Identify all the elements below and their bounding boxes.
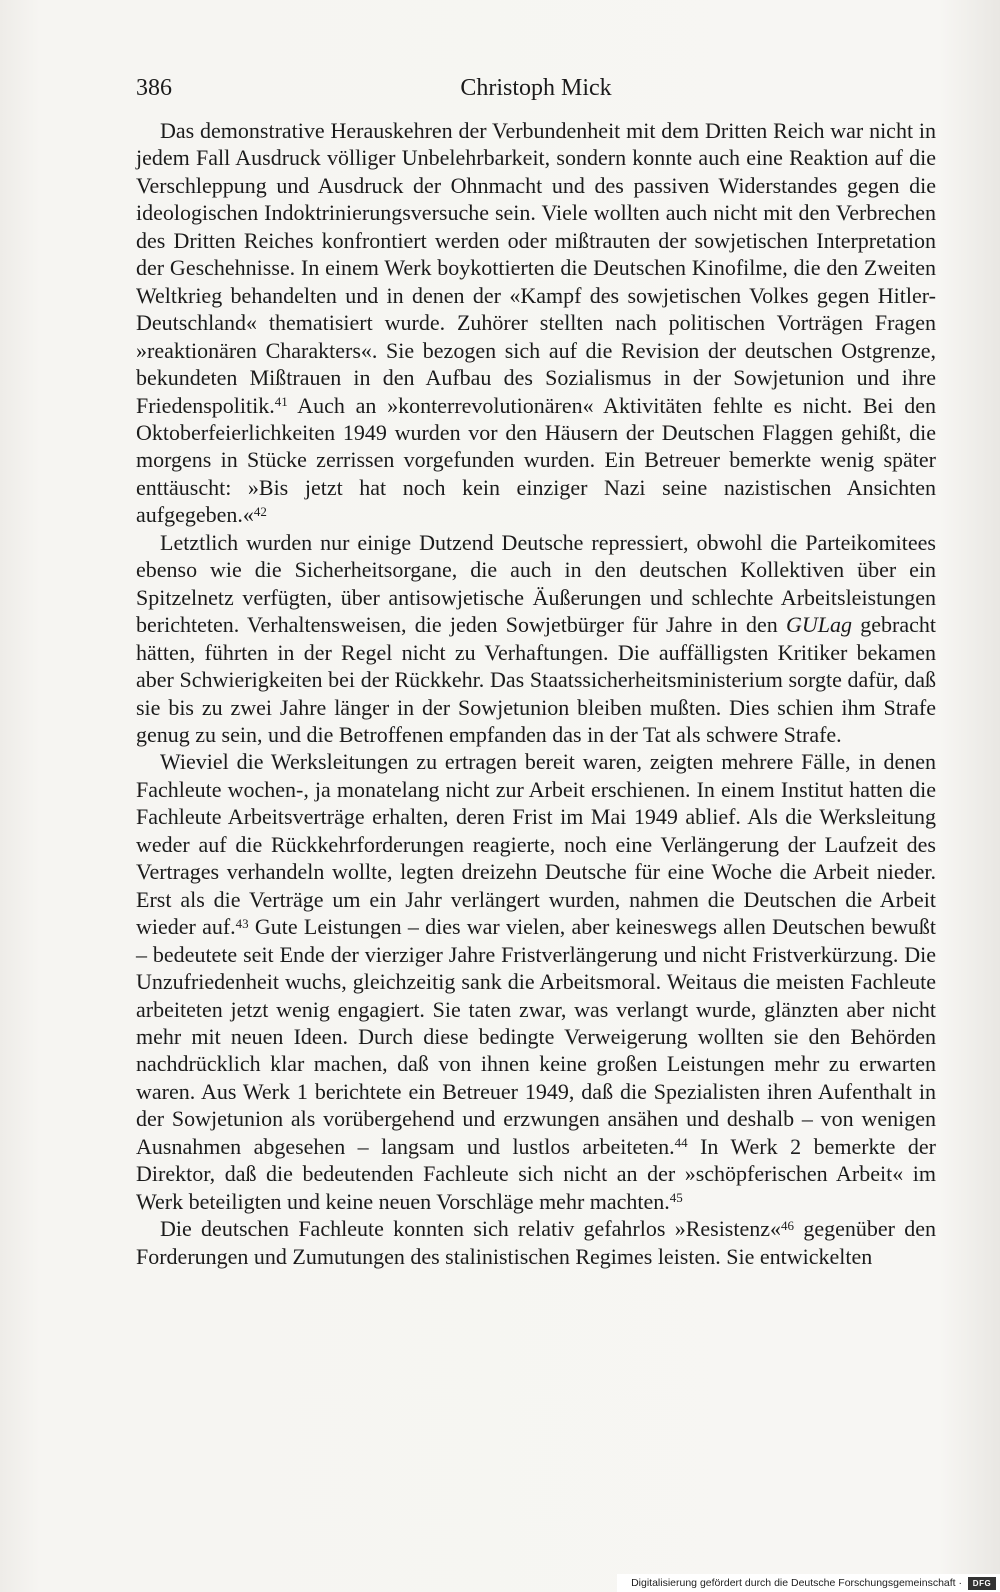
footnote-marker: 43	[235, 915, 249, 931]
footnote-marker: 45	[669, 1190, 683, 1206]
dfg-logo-icon: DFG	[968, 1577, 996, 1590]
text-run: gegenüber den Forderungen und Zumutungen des stalinistischen Regimes leisten. Sie entwickelten	[136, 1216, 936, 1269]
footnote-marker: 42	[253, 503, 267, 519]
text-run: gebracht hätten, führten in der Regel nicht zu Verhaftungen. Die auffälligsten Kritiker bekamen aber Schwierigkeiten bei der Rückkehr. Das Staatssicherheitsministerium sorgte dafür, daß sie bis zu zwei Jahre länger in der Sowjetunion bleiben mußten. Dies schien ihm Strafe genug zu sein, und die Betroffenen empfanden das in der Tat als schwere Strafe.	[136, 612, 937, 747]
text-run: In Werk 2 bemerkte der Direktor, daß die bedeutenden Fachleute sich nicht an der »schöpferischen Arbeit« im Werk beteiligten und keine neuen Vorschläge mehr machten.	[136, 1133, 936, 1214]
text-run: Letztlich wurden nur einige Dutzend Deutsche repressiert, obwohl die Parteikomitees ebenso wie die Sicherheitsorgane, die auch in den deutschen Kollektiven über ein Spitzelnetz verfügten, über antisowjetische Äußerungen und schlechte Arbeitsleistungen berichteten. Verhaltensweisen, die jeden Sowjetbürger für Jahre in den	[136, 529, 936, 638]
emphasized-term: GULag	[786, 612, 853, 638]
paragraph	[136, 117, 936, 529]
text-run: Das demonstrative Herauskehren der Verbundenheit mit dem Dritten Reich war nicht in jedem Fall Ausdruck völliger Unbelehrbarkeit, sondern konnte auch eine Reaktion auf die Verschleppung und Ausdruck der Ohnmacht und des passiven Widerstandes gegen die ideologischen Indoktrinierungsversuche sein. Viele wollten auch nicht mit den Verbrechen des Dritten Reiches konfrontiert werden oder mißtrauten der sowjetischen Interpretation der Geschehnisse. In einem Werk boykottierten die Deutschen Kinofilme, die den Zweiten Weltkrieg behandelten und in denen der «Kampf des sowjetischen Volkes gegen Hitler-Deutschland« thematisiert wurde. Zuhörer stellten nach politischen Vorträgen Fragen »reaktionären Charakters«. Sie bezogen sich auf die Revision der deutschen Ostgrenze, bekundeten Mißtrauen in den Aufbau des Sozialismus in der Sowjetunion und ihre Friedenspolitik.	[136, 118, 936, 418]
running-head-author: Christoph Mick	[460, 75, 612, 101]
digitization-credit-bar	[617, 1574, 1000, 1592]
running-head	[136, 68, 936, 108]
paragraph	[136, 748, 936, 1215]
page-number: 386	[136, 75, 172, 101]
paragraph	[136, 1215, 936, 1270]
text-run: Wieviel die Werksleitungen zu ertragen bereit waren, zeigten mehrere Fälle, in denen Fachleute wochen-, ja monatelang nicht zur Arbeit erschienen. In einem Institut hatten die Fachleute Arbeitsverträge erhalten, deren Frist im Mai 1949 ablief. Als die Werksleitung weder auf die Rückkehrforderungen reagierte, noch eine Verlängerung der Laufzeit des Vertrages verhandeln wollte, legten dreizehn Deutsche für eine Woche die Arbeit nieder. Erst als die Verträge um ein Jahr verlängert wurden, nahmen die Deutschen die Arbeit wieder auf.	[136, 749, 936, 940]
digitization-credit: Digitalisierung gefördert durch die Deutsche Forschungsgemeinschaft ·	[631, 1577, 962, 1589]
body-text	[136, 117, 936, 1270]
footnote-marker: 41	[274, 394, 288, 410]
footnote-marker: 44	[674, 1135, 688, 1151]
text-run: Die deutschen Fachleute konnten sich relativ gefahrlos »Resistenz«	[160, 1216, 782, 1242]
text-run: Auch an »konterrevolutionären« Aktivitäten fehlte es nicht. Bei den Oktoberfeierlichkeiten 1949 wurden vor den Häusern der Deutschen Flaggen gehißt, die morgens in Stücke zerrissen vorgefunden wurden. Ein Betreuer bemerkte wenig später enttäuscht: »Bis jetzt hat noch kein einziger Nazi seine nazistischen Ansichten aufgegeben.«	[136, 392, 936, 528]
footnote-marker: 46	[781, 1217, 795, 1233]
text-run: Gute Leistungen – dies war vielen, aber keineswegs allen Deutschen bewußt – bedeutete seit Ende der vierziger Jahre Fristverlängerung und nicht Fristverkürzung. Die Unzufriedenheit wuchs, gleichzeitig sank die Arbeitsmoral. Weitaus die meisten Fachleute arbeiteten jetzt wenig engagiert. Sie taten zwar, was verlangt wurde, glänzten aber nicht mehr mit neuen Ideen. Durch diese bedingte Verweigerung wollten sie den Behörden nachdrücklich klar machen, daß von ihnen keine großen Leistungen mehr zu erwarten waren. Aus Werk 1 berichtete ein Betreuer 1949, daß die Spezialisten ihren Aufenthalt in der Sowjetunion als vorübergehend und erzwungen ansähen und deshalb – von wenigen Ausnahmen abgesehen – langsam und lustlos arbeiteten.	[136, 914, 936, 1159]
paragraph	[136, 529, 936, 749]
